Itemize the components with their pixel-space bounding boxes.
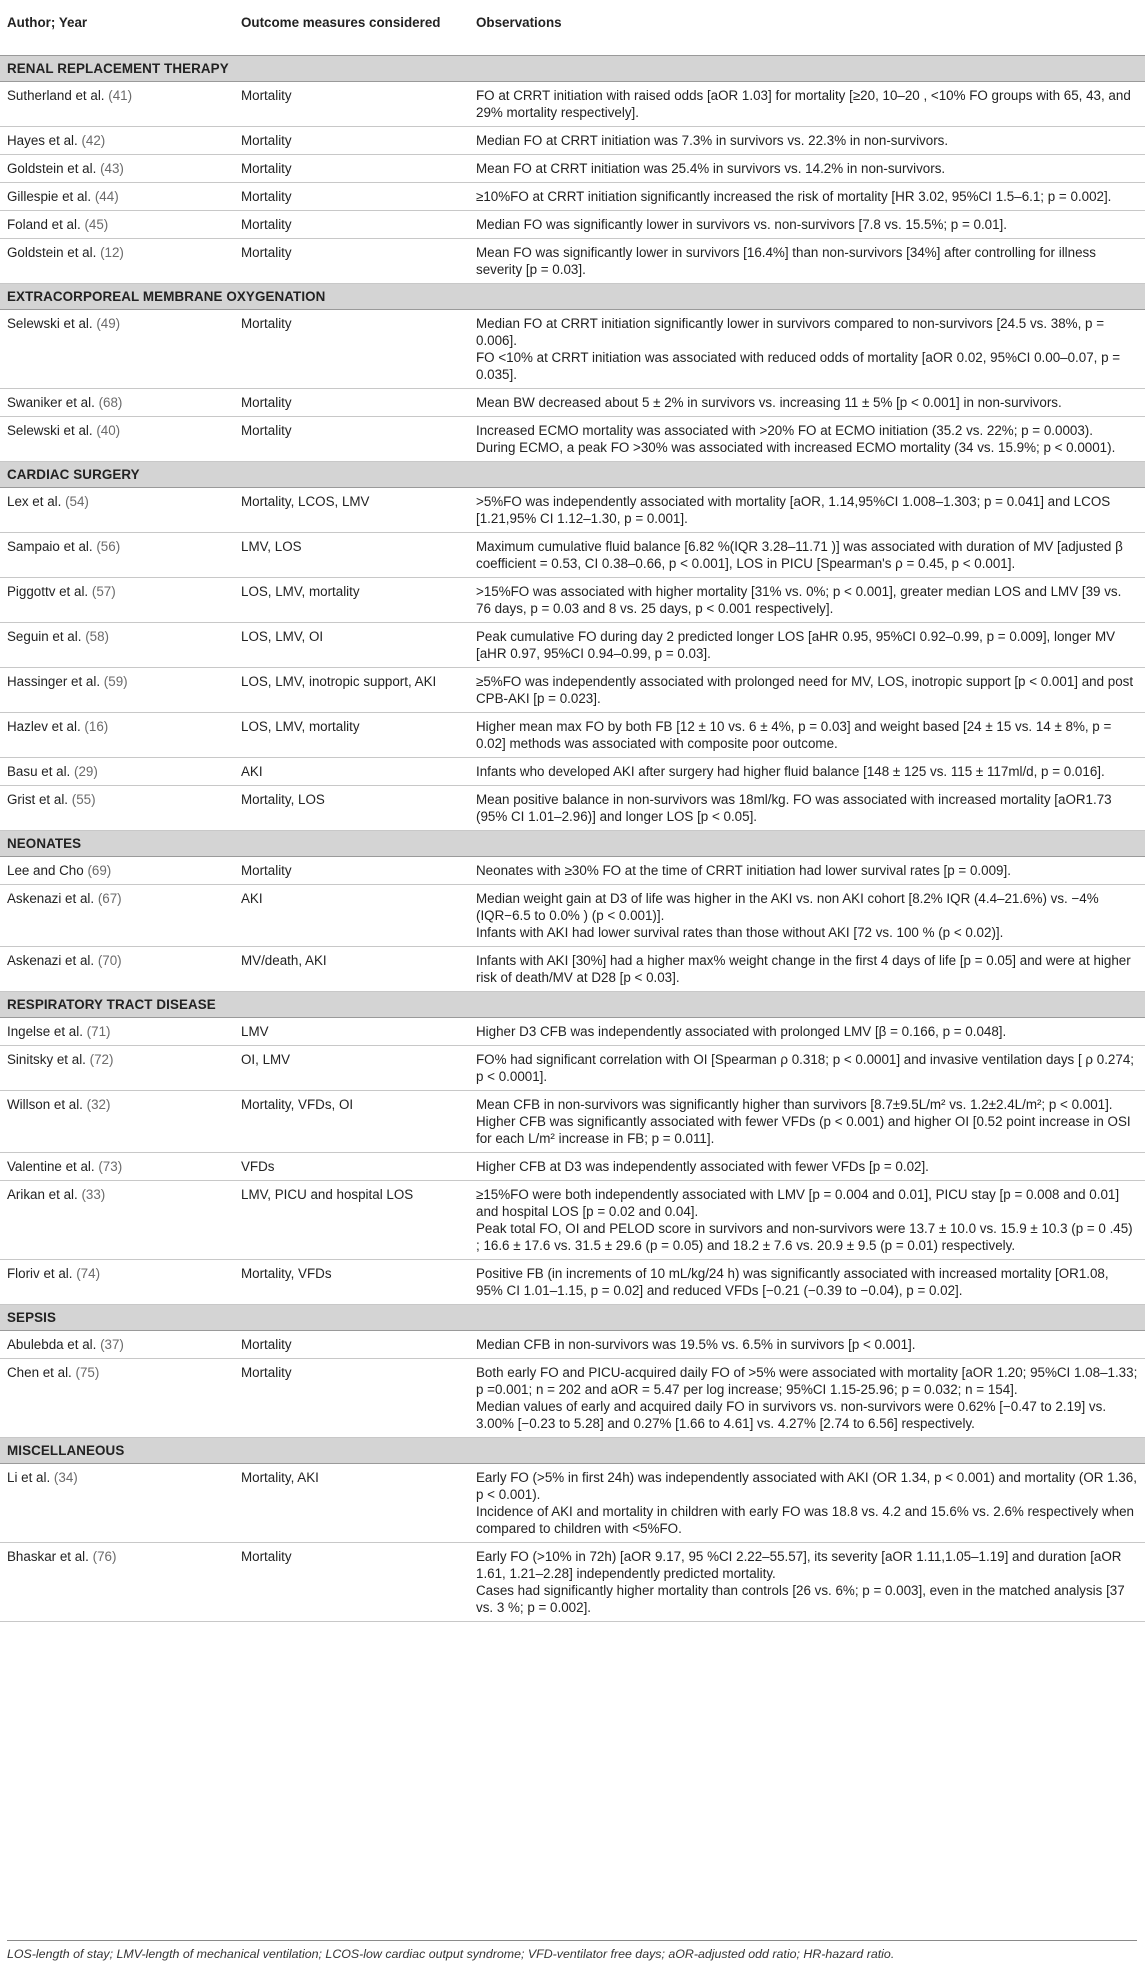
reference-link[interactable]: (34) bbox=[53, 1470, 78, 1485]
reference-link[interactable]: (29) bbox=[74, 764, 98, 779]
observation-text: Infants who developed AKI after surgery had higher fluid balance [148 ± 125 vs. 115 ± 117ml/d, p = 0.016]. bbox=[476, 764, 1105, 779]
observations-cell bbox=[469, 947, 1145, 992]
observation-text: FO at CRRT initiation with raised odds [aOR 1.03] for mortality [≥20, 10–20 , <10% FO groups with 65, 43, and 29% mortality respectively]. bbox=[476, 88, 1131, 120]
observation-text: Both early FO and PICU-acquired daily FO of >5% were associated with mortality [aOR 1.20; 95%CI 1.08–1.33; p =0.001; n = 202 and aOR = 5.47 per log increase; 95%CI 1.15-25.96; p = 0.032; n = 154]. bbox=[476, 1365, 1138, 1397]
table-footnote: LOS-length of stay; LMV-length of mechanical ventilation; LCOS-low cardiac output syndrome; VFD-ventilator free days; aOR-adjusted odd ratio; HR-hazard ratio. bbox=[7, 1940, 1137, 1961]
outcome-cell: LOS, LMV, inotropic support, AKI bbox=[234, 668, 469, 713]
section-title: RESPIRATORY TRACT DISEASE bbox=[0, 992, 1145, 1018]
author-name: Goldstein et al. bbox=[7, 245, 97, 260]
observation-text: Median weight gain at D3 of life was higher in the AKI vs. non AKI cohort [8.2% IQR (4.4–21.6%) vs. −4% (IQR−6.5 to 0.0% ) (p < 0.001)]. bbox=[476, 891, 1099, 923]
table-row bbox=[0, 758, 1145, 786]
observation-text: Neonates with ≥30% FO at the time of CRRT initiation had lower survival rates [p = 0.009]. bbox=[476, 863, 1011, 878]
reference-link[interactable]: (59) bbox=[103, 674, 128, 689]
table-row bbox=[0, 885, 1145, 947]
observation-text: Increased ECMO mortality was associated with >20% FO at ECMO initiation (35.2 vs. 22%; p = 0.0003). bbox=[476, 423, 1093, 438]
author-cell bbox=[0, 857, 234, 885]
author-cell bbox=[0, 127, 234, 155]
observations-cell bbox=[469, 758, 1145, 786]
observation-text: Higher mean max FO by both FB [12 ± 10 vs. 6 ± 4%, p = 0.03] and weight based [24 ± 15 vs. 14 ± 8%, p = 0.02] methods was associated with composite poor outcome. bbox=[476, 719, 1112, 751]
observations-cell bbox=[469, 1260, 1145, 1305]
table-row bbox=[0, 857, 1145, 885]
author-cell bbox=[0, 713, 234, 758]
table-row bbox=[0, 786, 1145, 831]
table-row bbox=[0, 713, 1145, 758]
observations-cell bbox=[469, 1153, 1145, 1181]
observation-text: Median FO was significantly lower in survivors vs. non-survivors [7.8 vs. 15.5%; p = 0.01]. bbox=[476, 217, 1008, 232]
author-cell bbox=[0, 786, 234, 831]
author-name: Selewski et al. bbox=[7, 423, 93, 438]
reference-link[interactable]: (69) bbox=[87, 863, 112, 878]
outcome-cell: Mortality bbox=[234, 127, 469, 155]
observations-cell bbox=[469, 1018, 1145, 1046]
observations-cell bbox=[469, 1046, 1145, 1091]
table-row bbox=[0, 1464, 1145, 1543]
outcome-cell: LOS, LMV, mortality bbox=[234, 578, 469, 623]
table-row bbox=[0, 668, 1145, 713]
observation-text: Infants with AKI [30%] had a higher max% weight change in the first 4 days of life [p = 0.05] and were at higher risk of death/MV at D28 [p < 0.03]. bbox=[476, 953, 1131, 985]
author-name: Askenazi et al. bbox=[7, 953, 95, 968]
observations-cell bbox=[469, 1181, 1145, 1260]
author-name: Valentine et al. bbox=[7, 1159, 95, 1174]
observation-text: Higher CFB at D3 was independently associated with fewer VFDs [p = 0.02]. bbox=[476, 1159, 929, 1174]
section-title: CARDIAC SURGERY bbox=[0, 462, 1145, 488]
observation-text: Infants with AKI had lower survival rates than those without AKI [72 vs. 100 % (p < 0.02)]. bbox=[476, 925, 1004, 940]
author-name: Hassinger et al. bbox=[7, 674, 101, 689]
author-cell bbox=[0, 1091, 234, 1153]
outcome-cell: LMV, PICU and hospital LOS bbox=[234, 1181, 469, 1260]
author-cell bbox=[0, 623, 234, 668]
author-cell bbox=[0, 1153, 234, 1181]
table-row bbox=[0, 1260, 1145, 1305]
reference-link[interactable]: (75) bbox=[75, 1365, 100, 1380]
reference-link[interactable]: (33) bbox=[81, 1187, 106, 1202]
author-name: Hazlev et al. bbox=[7, 719, 81, 734]
section-row bbox=[0, 831, 1145, 857]
section-row bbox=[0, 462, 1145, 488]
reference-link[interactable]: (55) bbox=[71, 792, 96, 807]
author-name: Ingelse et al. bbox=[7, 1024, 83, 1039]
observation-text: ≥5%FO was independently associated with prolonged need for MV, LOS, inotropic support [p < 0.001] and post CPB-AKI [p = 0.023]. bbox=[476, 674, 1134, 706]
observations-cell bbox=[469, 578, 1145, 623]
section-row bbox=[0, 1305, 1145, 1331]
reference-link[interactable]: (40) bbox=[96, 423, 121, 438]
reference-link[interactable]: (57) bbox=[91, 584, 116, 599]
outcome-cell: LMV, LOS bbox=[234, 533, 469, 578]
table-row bbox=[0, 1091, 1145, 1153]
author-cell bbox=[0, 389, 234, 417]
table-row bbox=[0, 239, 1145, 284]
author-name: Sutherland et al. bbox=[7, 88, 105, 103]
author-name: Chen et al. bbox=[7, 1365, 72, 1380]
outcome-cell: Mortality bbox=[234, 389, 469, 417]
outcome-cell: LOS, LMV, mortality bbox=[234, 713, 469, 758]
outcome-cell: Mortality bbox=[234, 183, 469, 211]
observation-text: Higher CFB was significantly associated with fewer VFDs (p < 0.001) and higher OI [0.52 point increase in OSI for each L/m² increase in FB; p = 0.011]. bbox=[476, 1114, 1131, 1146]
observation-text: Median FO at CRRT initiation was 7.3% in survivors vs. 22.3% in non-survivors. bbox=[476, 133, 949, 148]
author-cell bbox=[0, 947, 234, 992]
reference-link[interactable]: (58) bbox=[85, 629, 110, 644]
outcome-cell: Mortality, VFDs bbox=[234, 1260, 469, 1305]
outcome-cell: Mortality bbox=[234, 155, 469, 183]
observation-text: Mean CFB in non-survivors was significantly higher than survivors [8.7±9.5L/m² vs. 1.2±2.4L/m²; p < 0.001]. bbox=[476, 1097, 1113, 1112]
observation-text: >5%FO was independently associated with mortality [aOR, 1.14,95%CI 1.008–1.303; p = 0.041] and LCOS [1.21,95% CI 1.12–1.30, p = 0.001]. bbox=[476, 494, 1111, 526]
author-name: Sampaio et al. bbox=[7, 539, 93, 554]
observations-cell bbox=[469, 1359, 1145, 1438]
reference-link[interactable]: (32) bbox=[86, 1097, 111, 1112]
observation-text: Mean FO was significantly lower in survivors [16.4%] than non-survivors [34%] after controlling for illness severity [p = 0.03]. bbox=[476, 245, 1096, 277]
section-row bbox=[0, 56, 1145, 82]
observation-text: FO% had significant correlation with OI [Spearman ρ 0.318; p < 0.0001] and invasive ventilation days [ ρ 0.274; p < 0.0001]. bbox=[476, 1052, 1134, 1084]
author-cell bbox=[0, 211, 234, 239]
reference-link[interactable]: (56) bbox=[96, 539, 121, 554]
author-name: Abulebda et al. bbox=[7, 1337, 97, 1352]
observation-text: Cases had significantly higher mortality than controls [26 vs. 6%; p = 0.003], even in the matched analysis [37 vs. 3 %; p = 0.002]. bbox=[476, 1583, 1125, 1615]
table-row bbox=[0, 417, 1145, 462]
table-row bbox=[0, 389, 1145, 417]
table-row bbox=[0, 82, 1145, 127]
author-cell bbox=[0, 1181, 234, 1260]
observations-cell bbox=[469, 668, 1145, 713]
observation-text: Mean FO at CRRT initiation was 25.4% in survivors vs. 14.2% in non-survivors. bbox=[476, 161, 946, 176]
observations-cell bbox=[469, 417, 1145, 462]
table-row bbox=[0, 947, 1145, 992]
table-row bbox=[0, 1543, 1145, 1622]
author-name: Foland et al. bbox=[7, 217, 81, 232]
observations-cell bbox=[469, 82, 1145, 127]
author-cell bbox=[0, 1464, 234, 1543]
observations-cell bbox=[469, 310, 1145, 389]
observation-text: Incidence of AKI and mortality in children with early FO was 18.8 vs. 4.2 and 15.6% vs. 2.6% respectively when compared to children with <5%FO. bbox=[476, 1504, 1134, 1536]
outcome-cell: AKI bbox=[234, 758, 469, 786]
author-name: Piggottv et al. bbox=[7, 584, 89, 599]
author-cell bbox=[0, 1543, 234, 1622]
author-cell bbox=[0, 155, 234, 183]
table-row bbox=[0, 127, 1145, 155]
outcome-cell: OI, LMV bbox=[234, 1046, 469, 1091]
author-cell bbox=[0, 1260, 234, 1305]
table-row bbox=[0, 310, 1145, 389]
observation-text: ≥15%FO were both independently associated with LMV [p = 0.004 and 0.01], PICU stay [p = 0.008 and 0.01] and hospital LOS [p = 0.02 and 0.04]. bbox=[476, 1187, 1120, 1219]
outcome-cell: Mortality, VFDs, OI bbox=[234, 1091, 469, 1153]
table-header bbox=[0, 0, 1145, 56]
table-row bbox=[0, 1153, 1145, 1181]
section-title: MISCELLANEOUS bbox=[0, 1438, 1145, 1464]
observations-cell bbox=[469, 1543, 1145, 1622]
author-name: Bhaskar et al. bbox=[7, 1549, 89, 1564]
author-cell bbox=[0, 1018, 234, 1046]
author-name: Arikan et al. bbox=[7, 1187, 78, 1202]
table-row bbox=[0, 183, 1145, 211]
table-row bbox=[0, 623, 1145, 668]
reference-link[interactable]: (44) bbox=[94, 189, 119, 204]
section-row bbox=[0, 1438, 1145, 1464]
observations-cell bbox=[469, 239, 1145, 284]
observations-cell bbox=[469, 127, 1145, 155]
outcome-cell: Mortality bbox=[234, 310, 469, 389]
section-title: EXTRACORPOREAL MEMBRANE OXYGENATION bbox=[0, 284, 1145, 310]
reference-link[interactable]: (68) bbox=[98, 395, 123, 410]
table-row bbox=[0, 211, 1145, 239]
observations-cell bbox=[469, 713, 1145, 758]
reference-link[interactable]: (16) bbox=[84, 719, 109, 734]
observation-text: Mean positive balance in non-survivors was 18ml/kg. FO was associated with increased mortality [aOR1.73 (95% CI 1.01–2.96)] and longer LOS [p < 0.05]. bbox=[476, 792, 1112, 824]
author-cell bbox=[0, 488, 234, 533]
reference-link[interactable]: (12) bbox=[100, 245, 124, 260]
observation-text: Higher D3 CFB was independently associated with prolonged LMV [β = 0.166, p = 0.048]. bbox=[476, 1024, 1007, 1039]
observation-text: Positive FB (in increments of 10 mL/kg/24 h) was significantly associated with increased mortality [OR1.08, 95% CI 1.01–1.15, p = 0.02] and reduced VFDs [−0.21 (−0.39 to −0.04), p = 0.02]. bbox=[476, 1266, 1109, 1298]
author-name: Basu et al. bbox=[7, 764, 71, 779]
header-observations: Observations bbox=[476, 15, 562, 30]
outcome-cell: Mortality bbox=[234, 857, 469, 885]
observations-cell bbox=[469, 623, 1145, 668]
observations-cell bbox=[469, 1464, 1145, 1543]
author-cell bbox=[0, 758, 234, 786]
author-cell bbox=[0, 578, 234, 623]
observation-text: Median values of early and acquired daily FO in survivors vs. non-survivors were 0.62% [−0.47 to 2.19] vs. 3.00% [−0.23 to 5.28] and 0.27% [1.66 to 4.61] vs. 4.27% [2.74 to 6.56] respectively. bbox=[476, 1399, 1107, 1431]
observation-text: Early FO (>5% in first 24h) was independently associated with AKI (OR 1.34, p < 0.001) and mortality (OR 1.36, p < 0.001). bbox=[476, 1470, 1137, 1502]
reference-link[interactable]: (73) bbox=[98, 1159, 123, 1174]
outcome-cell: Mortality bbox=[234, 417, 469, 462]
reference-link[interactable]: (37) bbox=[100, 1337, 124, 1352]
author-cell bbox=[0, 1331, 234, 1359]
table-row bbox=[0, 1018, 1145, 1046]
author-cell bbox=[0, 417, 234, 462]
observations-cell bbox=[469, 211, 1145, 239]
author-cell bbox=[0, 1046, 234, 1091]
table-row bbox=[0, 1046, 1145, 1091]
section-title: NEONATES bbox=[0, 831, 1145, 857]
author-cell bbox=[0, 533, 234, 578]
author-name: Selewski et al. bbox=[7, 316, 93, 331]
author-name: Grist et al. bbox=[7, 792, 69, 807]
table-body bbox=[0, 56, 1145, 1622]
author-cell bbox=[0, 183, 234, 211]
table-row bbox=[0, 488, 1145, 533]
author-name: Goldstein et al. bbox=[7, 161, 97, 176]
observations-cell bbox=[469, 155, 1145, 183]
table-row bbox=[0, 1359, 1145, 1438]
observation-text: >15%FO was associated with higher mortality [31% vs. 0%; p < 0.001], greater median LOS and LMV [39 vs. 76 days, p = 0.03 and 8 vs. 25 days, p < 0.001 respectively]. bbox=[476, 584, 1122, 616]
outcome-cell: Mortality, LOS bbox=[234, 786, 469, 831]
observation-text: Mean BW decreased about 5 ± 2% in survivors vs. increasing 11 ± 5% [p < 0.001] in non-survivors. bbox=[476, 395, 1062, 410]
outcome-cell: Mortality bbox=[234, 82, 469, 127]
reference-link[interactable]: (76) bbox=[92, 1549, 117, 1564]
reference-link[interactable]: (49) bbox=[96, 316, 121, 331]
author-cell bbox=[0, 1359, 234, 1438]
author-cell bbox=[0, 239, 234, 284]
author-name: Willson et al. bbox=[7, 1097, 83, 1112]
reference-link[interactable]: (54) bbox=[65, 494, 89, 509]
table-row bbox=[0, 1331, 1145, 1359]
outcome-cell: LMV bbox=[234, 1018, 469, 1046]
table-row bbox=[0, 578, 1145, 623]
observation-text: Maximum cumulative fluid balance [6.82 %(IQR 3.28–11.71 )] was associated with duration of MV [adjusted β coefficient = 0.53, CI 0.38–0.66, p < 0.001], LOS in PICU [Spearman's ρ = 0.45, p < 0.001]. bbox=[476, 539, 1123, 571]
outcome-cell: Mortality bbox=[234, 1543, 469, 1622]
author-name: Gillespie et al. bbox=[7, 189, 92, 204]
outcome-cell: Mortality bbox=[234, 239, 469, 284]
observations-cell bbox=[469, 533, 1145, 578]
author-cell bbox=[0, 885, 234, 947]
outcome-cell: Mortality bbox=[234, 1331, 469, 1359]
reference-link[interactable]: (43) bbox=[100, 161, 124, 176]
observation-text: Median CFB in non-survivors was 19.5% vs. 6.5% in survivors [p < 0.001]. bbox=[476, 1337, 916, 1352]
author-name: Li et al. bbox=[7, 1470, 51, 1485]
observation-text: Peak total FO, OI and PELOD score in survivors and non-survivors were 13.7 ± 10.0 vs. 15.9 ± 10.3 (p = 0 .45) ; 16.6 ± 17.6 vs. 31.5 ± 29.6 (p = 0.05) and 18.2 ± 7.6 vs. 20.9 ± 9.5 (p = 0.01) respectively. bbox=[476, 1221, 1133, 1253]
outcome-cell: LOS, LMV, OI bbox=[234, 623, 469, 668]
reference-link[interactable]: (41) bbox=[108, 88, 133, 103]
reference-link[interactable]: (72) bbox=[89, 1052, 114, 1067]
section-title: SEPSIS bbox=[0, 1305, 1145, 1331]
author-name: Askenazi et al. bbox=[7, 891, 95, 906]
author-name: Lex et al. bbox=[7, 494, 62, 509]
observation-text: Peak cumulative FO during day 2 predicted longer LOS [aHR 0.95, 95%CI 0.92–0.99, p = 0.009], longer MV [aHR 0.97, 95%CI 0.94–0.99, p = 0.03]. bbox=[476, 629, 1116, 661]
observation-text: ≥10%FO at CRRT initiation significantly increased the risk of mortality [HR 3.02, 95%CI 1.5–6.1; p = 0.002]. bbox=[476, 189, 1112, 204]
table-row bbox=[0, 533, 1145, 578]
author-name: Lee and Cho bbox=[7, 863, 84, 878]
author-cell bbox=[0, 668, 234, 713]
outcome-cell: Mortality bbox=[234, 1359, 469, 1438]
observations-cell bbox=[469, 183, 1145, 211]
author-cell bbox=[0, 310, 234, 389]
observation-text: Early FO (>10% in 72h) [aOR 9.17, 95 %CI 2.22–55.57], its severity [aOR 1.11,1.05–1.19] and duration [aOR 1.61, 1.21–2.28] independently predicted mortality. bbox=[476, 1549, 1122, 1581]
observations-cell bbox=[469, 885, 1145, 947]
author-name: Hayes et al. bbox=[7, 133, 78, 148]
section-row bbox=[0, 284, 1145, 310]
observation-text: Median FO at CRRT initiation significantly lower in survivors compared to non-survivors [24.5 vs. 38%, p = 0.006]. bbox=[476, 316, 1105, 348]
observations-cell bbox=[469, 1331, 1145, 1359]
author-name: Floriv et al. bbox=[7, 1266, 73, 1281]
outcome-cell: Mortality, LCOS, LMV bbox=[234, 488, 469, 533]
observations-cell bbox=[469, 389, 1145, 417]
reference-link[interactable]: (42) bbox=[81, 133, 106, 148]
header-author: Author; Year bbox=[7, 15, 88, 30]
observations-cell bbox=[469, 1091, 1145, 1153]
observations-cell bbox=[469, 857, 1145, 885]
observation-text: FO <10% at CRRT initiation was associated with reduced odds of mortality [aOR 0.02, 95%CI 0.00–0.07, p = 0.035]. bbox=[476, 350, 1121, 382]
author-name: Seguin et al. bbox=[7, 629, 82, 644]
author-cell bbox=[0, 82, 234, 127]
table-row bbox=[0, 1181, 1145, 1260]
outcome-cell: AKI bbox=[234, 885, 469, 947]
reference-link[interactable]: (67) bbox=[97, 891, 122, 906]
outcome-cell: VFDs bbox=[234, 1153, 469, 1181]
author-name: Sinitsky et al. bbox=[7, 1052, 86, 1067]
reference-link[interactable]: (45) bbox=[84, 217, 109, 232]
reference-link[interactable]: (70) bbox=[97, 953, 122, 968]
observations-cell bbox=[469, 786, 1145, 831]
outcome-cell: Mortality bbox=[234, 211, 469, 239]
outcome-cell: MV/death, AKI bbox=[234, 947, 469, 992]
observation-text: During ECMO, a peak FO >30% was associated with increased ECMO mortality (34 vs. 15.9%; p < 0.0001). bbox=[476, 440, 1116, 455]
observations-cell bbox=[469, 488, 1145, 533]
table-row bbox=[0, 155, 1145, 183]
section-row bbox=[0, 992, 1145, 1018]
outcome-cell: Mortality, AKI bbox=[234, 1464, 469, 1543]
reference-link[interactable]: (71) bbox=[86, 1024, 111, 1039]
section-title: RENAL REPLACEMENT THERAPY bbox=[0, 56, 1145, 82]
header-outcome: Outcome measures considered bbox=[241, 15, 441, 30]
author-name: Swaniker et al. bbox=[7, 395, 95, 410]
reference-link[interactable]: (74) bbox=[76, 1266, 101, 1281]
